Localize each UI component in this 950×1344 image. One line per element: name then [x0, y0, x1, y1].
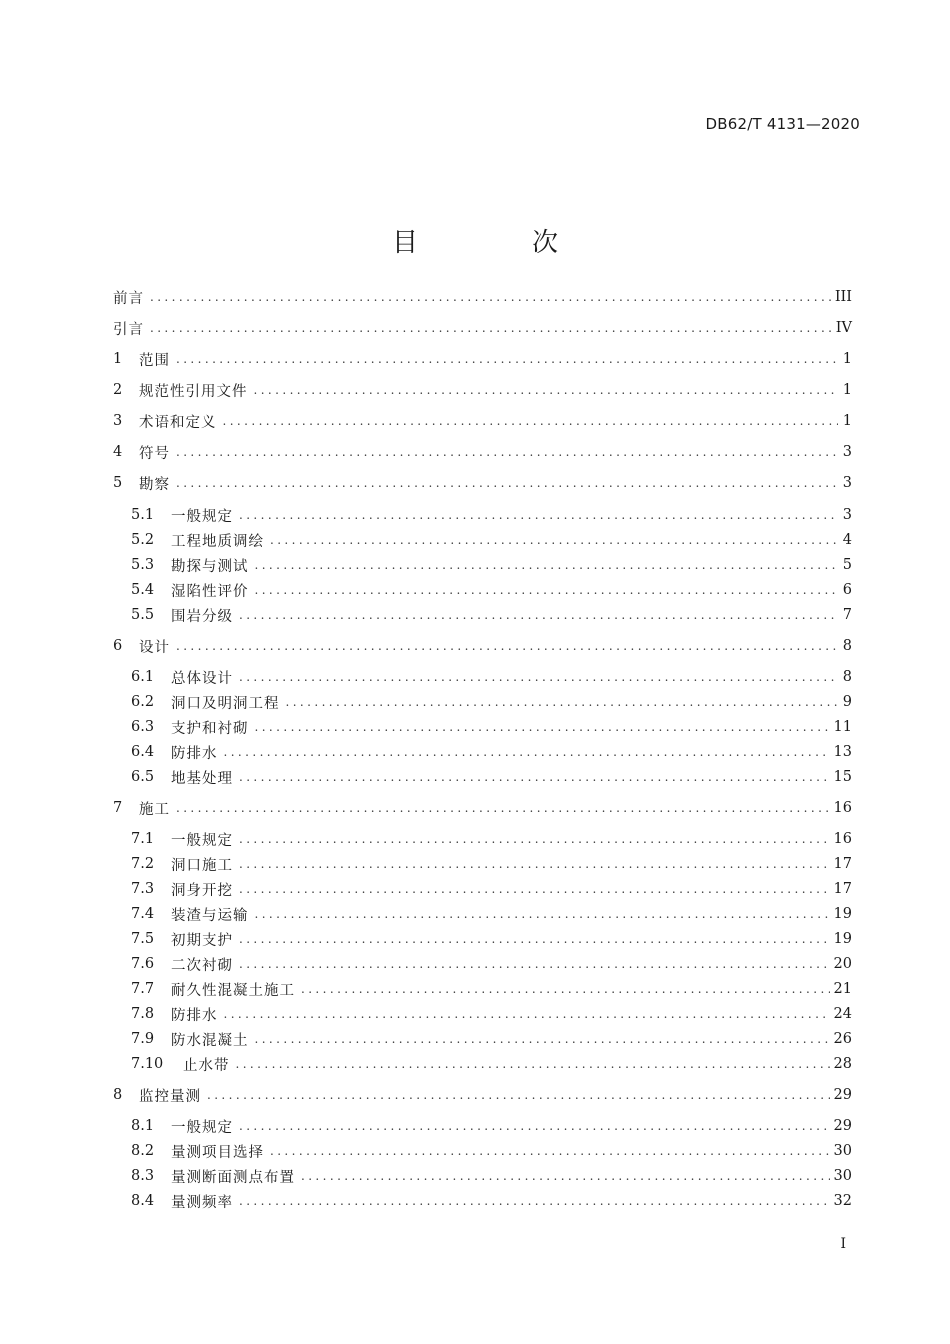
- dot-leader: [270, 1138, 830, 1164]
- dot-leader: [239, 926, 830, 952]
- toc-entry-page: 16: [833, 800, 852, 816]
- toc-entry-page: 19: [833, 906, 852, 922]
- toc-entry-label: 一般规定: [171, 832, 233, 849]
- toc-entry-page: III: [834, 289, 852, 305]
- toc-entry[interactable]: [113, 470, 852, 496]
- toc-entry-number: 6.5: [131, 769, 155, 785]
- dot-leader: [223, 408, 839, 434]
- toc-entry-number: 6.4: [131, 744, 155, 760]
- toc-entry-label: 初期支护: [171, 932, 233, 949]
- dot-leader: [255, 577, 839, 603]
- toc-entry-label: 耐久性混凝土施工: [171, 982, 295, 999]
- toc-entry-label: 湿陷性评价: [171, 583, 249, 600]
- toc-entry-number: 8.1: [131, 1118, 155, 1134]
- toc-entry[interactable]: [113, 976, 852, 1002]
- toc-entry-number: 1: [113, 351, 123, 367]
- toc-entry-number: 7.2: [131, 856, 155, 872]
- toc-entry[interactable]: [113, 1138, 852, 1164]
- toc-entry[interactable]: [113, 377, 852, 403]
- dot-leader: [176, 346, 838, 372]
- dot-leader: [239, 602, 838, 628]
- document-code: DB62/T 4131—2020: [705, 115, 860, 133]
- toc-entry-page: 29: [833, 1087, 852, 1103]
- toc-entry-label: 一般规定: [171, 1119, 233, 1136]
- toc-entry-page: 24: [833, 1006, 852, 1022]
- toc-entry-label: 洞口及明洞工程: [171, 695, 280, 712]
- toc-entry[interactable]: [113, 1082, 852, 1108]
- toc-entry[interactable]: [113, 502, 852, 528]
- toc-entry[interactable]: [113, 315, 852, 341]
- toc-entry-number: 6: [113, 638, 123, 654]
- toc-entry-number: 6.2: [131, 694, 155, 710]
- toc-entry-number: 8.2: [131, 1143, 155, 1159]
- toc-entry-page: 11: [833, 719, 852, 735]
- toc-entry-page: 3: [842, 475, 852, 491]
- dot-leader: [239, 876, 830, 902]
- toc-entry-page: 13: [833, 744, 852, 760]
- toc-entry-label: 勘探与测试: [171, 558, 249, 575]
- toc-entry-label: 量测项目选择: [171, 1144, 264, 1161]
- toc-entry-number: 7.9: [131, 1031, 155, 1047]
- toc-entry[interactable]: [113, 851, 852, 877]
- dot-leader: [239, 502, 838, 528]
- toc-entry-number: 7.5: [131, 931, 155, 947]
- toc-entry-page: 1: [842, 382, 852, 398]
- toc-entry-page: 26: [833, 1031, 852, 1047]
- toc-entry-label: 范围: [139, 352, 170, 369]
- toc-entry-number: 3: [113, 413, 123, 429]
- toc-entry-page: 5: [842, 557, 852, 573]
- toc-entry-page: 32: [833, 1193, 852, 1209]
- toc-entry[interactable]: [113, 1188, 852, 1214]
- toc-entry-page: 20: [833, 956, 852, 972]
- toc-entry-label: 支护和衬砌: [171, 720, 249, 737]
- toc-entry-number: 7.6: [131, 956, 155, 972]
- toc-entry-label: 施工: [139, 801, 170, 818]
- toc-entry-page: 17: [833, 881, 852, 897]
- toc-entry-number: 7.1: [131, 831, 155, 847]
- toc-entry-page: 30: [833, 1143, 852, 1159]
- toc-entry-page: 19: [833, 931, 852, 947]
- dot-leader: [150, 315, 832, 341]
- toc-entry-label: 装渣与运输: [171, 907, 249, 924]
- toc-entry[interactable]: [113, 689, 852, 715]
- toc-entry[interactable]: [113, 577, 852, 603]
- toc-entry-label: 洞口施工: [171, 857, 233, 874]
- dot-leader: [207, 1082, 830, 1108]
- dot-leader: [150, 284, 831, 310]
- toc-entry[interactable]: [113, 951, 852, 977]
- dot-leader: [239, 951, 830, 977]
- toc-entry[interactable]: [113, 926, 852, 952]
- toc-entry-label: 洞身开挖: [171, 882, 233, 899]
- toc-entry-label: 总体设计: [171, 670, 233, 687]
- toc-entry-label: 前言: [113, 290, 144, 307]
- toc-entry[interactable]: [113, 552, 852, 578]
- dot-leader: [255, 901, 830, 927]
- toc-entry[interactable]: [113, 764, 852, 790]
- toc-entry-label: 工程地质调绘: [171, 533, 264, 550]
- toc-entry-page: 1: [842, 413, 852, 429]
- toc-entry[interactable]: [113, 1113, 852, 1139]
- toc-entry-page: 4: [842, 532, 852, 548]
- toc-entry-label: 术语和定义: [139, 414, 217, 431]
- toc-entry-label: 设计: [139, 639, 170, 656]
- toc-entry-label: 防排水: [171, 745, 218, 762]
- toc-entry-number: 4: [113, 444, 123, 460]
- toc-entry-page: 6: [842, 582, 852, 598]
- toc-entry-label: 围岩分级: [171, 608, 233, 625]
- toc-entry[interactable]: [113, 1001, 852, 1027]
- toc-entry[interactable]: [113, 664, 852, 690]
- toc-entry-label: 符号: [139, 445, 170, 462]
- toc-entry-page: 3: [842, 444, 852, 460]
- toc-entry-page: 16: [833, 831, 852, 847]
- toc-entry-number: 8.4: [131, 1193, 155, 1209]
- dot-leader: [286, 689, 839, 715]
- toc-entry-page: 8: [842, 638, 852, 654]
- dot-leader: [270, 527, 838, 553]
- toc-entry-label: 二次衬砌: [171, 957, 233, 974]
- toc-entry-page: 30: [833, 1168, 852, 1184]
- toc-entry-number: 7.8: [131, 1006, 155, 1022]
- toc-entry-number: 5: [113, 475, 123, 491]
- toc-entry[interactable]: [113, 739, 852, 765]
- toc-entry-page: 1: [842, 351, 852, 367]
- toc-entry-page: 3: [842, 507, 852, 523]
- dot-leader: [239, 664, 838, 690]
- toc-entry[interactable]: [113, 527, 852, 553]
- toc-entry[interactable]: [113, 408, 852, 434]
- dot-leader: [301, 1163, 830, 1189]
- toc-entry[interactable]: [113, 1163, 852, 1189]
- toc-entry-label: 一般规定: [171, 508, 233, 525]
- dot-leader: [301, 976, 830, 1002]
- toc-entry-page: 21: [833, 981, 852, 997]
- toc-entry[interactable]: [113, 901, 852, 927]
- toc-entry-label: 防水混凝土: [171, 1032, 249, 1049]
- toc-entry-number: 5.3: [131, 557, 155, 573]
- toc-entry-page: 29: [833, 1118, 852, 1134]
- dot-leader: [239, 764, 830, 790]
- dot-leader: [176, 439, 838, 465]
- dot-leader: [224, 1001, 830, 1027]
- toc-entry[interactable]: [113, 633, 852, 659]
- dot-leader: [255, 552, 839, 578]
- page-number: I: [840, 1236, 846, 1252]
- toc-entry-number: 7.4: [131, 906, 155, 922]
- dot-leader: [239, 1113, 830, 1139]
- toc-entry-number: 5.1: [131, 507, 155, 523]
- dot-leader: [255, 1026, 830, 1052]
- toc-entry-number: 2: [113, 382, 123, 398]
- dot-leader: [239, 1188, 830, 1214]
- toc-entry-page: 15: [833, 769, 852, 785]
- toc-entry-label: 量测频率: [171, 1194, 233, 1211]
- toc-entry-page: 28: [833, 1056, 852, 1072]
- toc-entry-number: 5.4: [131, 582, 155, 598]
- toc-entry-number: 7.10: [131, 1056, 164, 1072]
- toc-entry[interactable]: [113, 346, 852, 372]
- toc-entry-label: 防排水: [171, 1007, 218, 1024]
- toc-entry-number: 7: [113, 800, 123, 816]
- toc-entry-page: IV: [835, 320, 852, 336]
- toc-entry-number: 5.5: [131, 607, 155, 623]
- toc-entry-page: 8: [842, 669, 852, 685]
- dot-leader: [176, 795, 830, 821]
- dot-leader: [239, 851, 830, 877]
- toc-entry[interactable]: [113, 826, 852, 852]
- dot-leader: [176, 633, 838, 659]
- toc-entry-label: 规范性引用文件: [139, 383, 248, 400]
- toc-entry[interactable]: [113, 1051, 852, 1077]
- dot-leader: [254, 377, 839, 403]
- page-title: 目 次: [391, 228, 602, 259]
- toc-entry-number: 8.3: [131, 1168, 155, 1184]
- toc-entry-number: 7.3: [131, 881, 155, 897]
- toc-entry-page: 17: [833, 856, 852, 872]
- toc-entry[interactable]: [113, 876, 852, 902]
- toc-entry-label: 监控量测: [139, 1088, 201, 1105]
- toc-entry[interactable]: [113, 439, 852, 465]
- dot-leader: [176, 470, 838, 496]
- toc-entry-label: 引言: [113, 321, 144, 338]
- toc-entry-number: 8: [113, 1087, 123, 1103]
- toc-entry-number: 6.3: [131, 719, 155, 735]
- toc-entry-number: 7.7: [131, 981, 155, 997]
- dot-leader: [236, 1051, 830, 1077]
- toc-entry[interactable]: [113, 284, 852, 310]
- toc-entry-label: 量测断面测点布置: [171, 1169, 295, 1186]
- toc-entry-page: 7: [842, 607, 852, 623]
- toc-entry[interactable]: [113, 602, 852, 628]
- toc-entry[interactable]: [113, 714, 852, 740]
- toc-entry-label: 地基处理: [171, 770, 233, 787]
- dot-leader: [239, 826, 830, 852]
- toc-entry-label: 止水带: [183, 1057, 230, 1074]
- toc-entry[interactable]: [113, 1026, 852, 1052]
- toc-entry-label: 勘察: [139, 476, 170, 493]
- toc-entry-page: 9: [842, 694, 852, 710]
- toc-entry-number: 6.1: [131, 669, 155, 685]
- dot-leader: [255, 714, 830, 740]
- toc-entry-number: 5.2: [131, 532, 155, 548]
- dot-leader: [224, 739, 830, 765]
- toc-entry[interactable]: [113, 795, 852, 821]
